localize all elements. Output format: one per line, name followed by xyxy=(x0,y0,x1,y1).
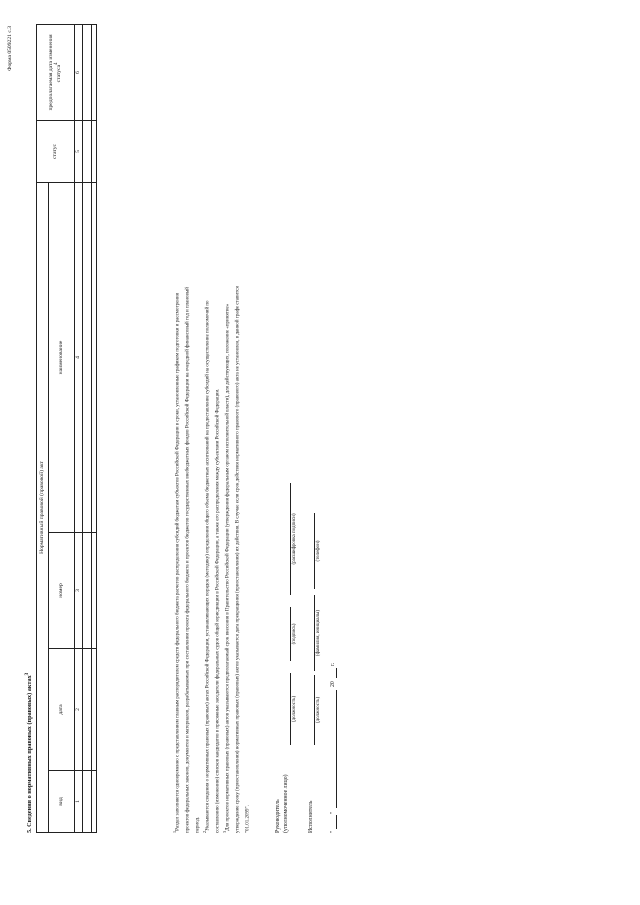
table-cell xyxy=(92,533,97,649)
date-open-quote: " xyxy=(330,830,336,833)
footnotes xyxy=(172,286,253,833)
table-cell xyxy=(83,649,92,771)
footnote-text: утверждение сроку (приостановления) нормативных правовых (правовых) актов указывается дата прекращения (приостановления) их действия. В случае если срок действия нормативного правового (правового) акта не установлен, в данной графе ставится xyxy=(236,286,242,833)
footnote-sup: 2 xyxy=(202,830,208,833)
footnote-text: Для проектов нормативных правовых (правовых) актов указываются предполагаемый срок внесения в Правительство Российской Федерации (утверждения федеральным органом исполнительной власти), для действующих, положение «принятие» xyxy=(225,303,231,831)
section-title-text: 5. Сведения о нормативных правовых (правовых) актах xyxy=(26,675,34,833)
section-title-sup: 3 xyxy=(24,672,30,676)
date-year-line xyxy=(336,668,337,678)
section-title xyxy=(24,673,33,833)
head-label: Руководитель xyxy=(275,799,281,833)
decoding-caption: (расшифровка подписи) xyxy=(292,513,297,565)
col-header-kind: вид xyxy=(49,771,75,833)
footnote-sup: 1 xyxy=(172,830,177,833)
head-label-2: (уполномоченное лицо) xyxy=(283,774,289,833)
footnote-text: проектов федеральных законов, документов и материалов, разрабатываемых при составлении проекта федерального бюджета и проектов бюджетов государственных внебюджетных фондов Российской Федерации на очередной финансовый год и плановый xyxy=(185,287,191,833)
col-header-number: номер xyxy=(49,533,75,649)
position2-caption: (должность) xyxy=(316,696,321,724)
column-number: 6 xyxy=(75,24,83,120)
form-code: Форма 0509221 с.3 xyxy=(7,26,13,71)
table-row-bold xyxy=(92,24,97,832)
footnote-text: Указываются сведения о нормативных правовых (правовых) актах Российской Федерации, устанавливающих порядок (методику) определения общего объема бюджетных ассигнований на предоставление субсидий на осуществление полномочий по xyxy=(205,300,211,831)
col-header-status-date-text: предполагаемая дата изменения статуса xyxy=(47,34,62,111)
normative-acts-table xyxy=(36,24,97,833)
footnote-line xyxy=(212,286,222,833)
executor-label: Исполнитель xyxy=(308,800,314,833)
signature-line xyxy=(290,607,291,661)
date-g: г. xyxy=(330,662,336,666)
table-cell xyxy=(83,771,92,833)
date-month-line xyxy=(336,690,337,808)
table-cell xyxy=(92,24,97,120)
signature-caption: (подпись) xyxy=(292,623,297,645)
date-close-quote: " xyxy=(330,811,336,814)
table-cell xyxy=(83,533,92,649)
column-number: 2 xyxy=(75,649,83,771)
footnote-text: составлению (изменению) списков кандидатов в присяжные заседатели федеральных судов общей юрисдикции в Российской Федерации, а также его распределения между субъектами Российской Федерации. xyxy=(215,388,221,833)
phone-line xyxy=(314,513,315,589)
column-number: 3 xyxy=(75,533,83,649)
column-number-row xyxy=(75,24,83,832)
table-cell xyxy=(92,182,97,532)
table-cell xyxy=(83,120,92,182)
col-header-status: статус xyxy=(37,120,75,182)
table-cell xyxy=(83,24,92,120)
footnote-line xyxy=(222,286,232,833)
table-cell xyxy=(92,649,97,771)
column-number: 5 xyxy=(75,120,83,182)
footnote-text: "01.01.2099". xyxy=(246,805,252,833)
footnote-sup: 3 xyxy=(222,830,228,833)
footnote-line xyxy=(202,286,212,833)
col-header-status-date-sup: 4 xyxy=(53,62,59,65)
position-line xyxy=(290,673,291,745)
table-cell xyxy=(92,120,97,182)
footnote-line xyxy=(232,286,242,833)
footnote-line xyxy=(242,286,252,833)
date-year: 20 xyxy=(330,681,336,687)
table-cell xyxy=(92,771,97,833)
name-caption: (фамилия, инициалы) xyxy=(316,609,321,657)
footnote-text: период. xyxy=(195,816,201,833)
footnote-line xyxy=(192,286,202,833)
table-row xyxy=(83,24,92,832)
col-header-status-date xyxy=(37,24,75,120)
name-line xyxy=(314,595,315,671)
col-header-name: наименование xyxy=(49,182,75,532)
footnote-line xyxy=(182,286,192,833)
position2-line xyxy=(314,675,315,745)
col-header-date: дата xyxy=(49,649,75,771)
footnote-text: Раздел заполняется одновременно с представлением главным распорядителем средств федерального бюджета расчетов распределения субсидий бюджетам субъектов Российской Федерации в сроки, установленные графиком подготовки и рассмотрения xyxy=(175,292,181,831)
table-cell xyxy=(83,182,92,532)
date-day-line xyxy=(336,815,337,829)
position-caption: (должность) xyxy=(292,695,297,723)
column-number: 1 xyxy=(75,771,83,833)
group-header: Нормативный правовой (правовой) акт xyxy=(37,182,49,832)
footnote-line xyxy=(172,286,182,833)
phone-caption: (телефон) xyxy=(316,540,321,562)
column-number: 4 xyxy=(75,182,83,532)
decoding-line xyxy=(290,483,291,595)
